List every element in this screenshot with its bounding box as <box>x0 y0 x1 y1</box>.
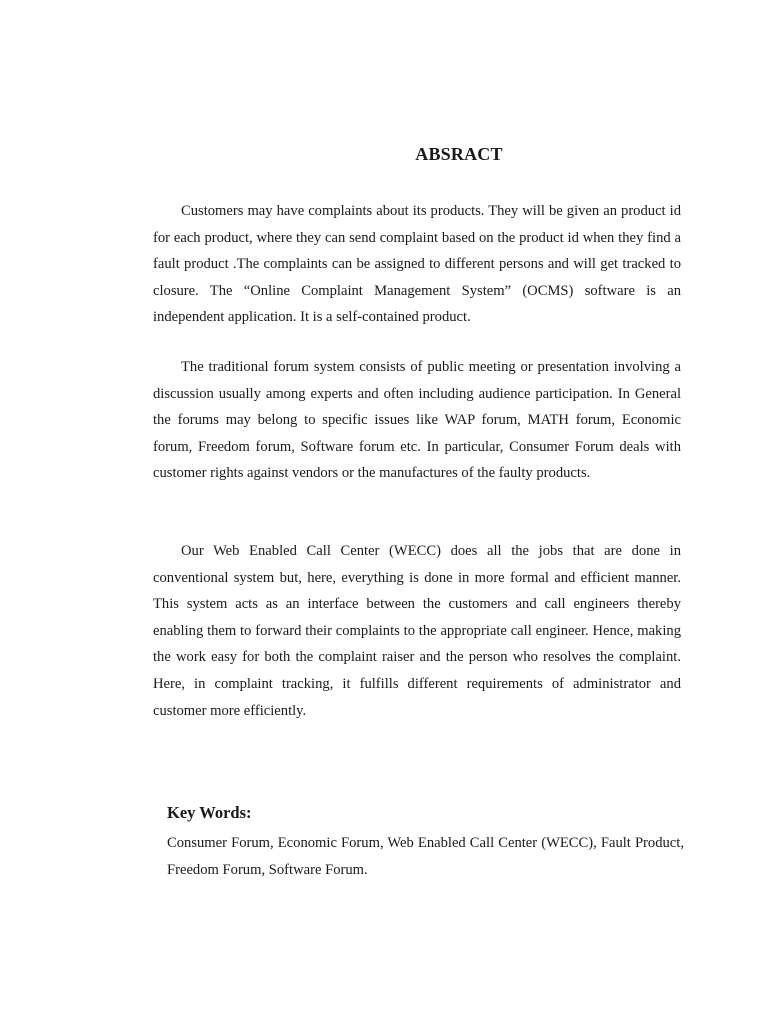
abstract-title: ABSRACT <box>415 144 503 164</box>
abstract-paragraph-2: The traditional forum system consists of public meeting or presentation involving a discussion usually among experts and often including audience participation. In General the forums may belong to specific issues like WAP forum, MATH forum, Economic forum, Freedom forum, Software forum etc. In particular, Consumer Forum deals with customer rights against vendors or the manufactures of the faulty products. <box>153 359 681 482</box>
keywords-list: Consumer Forum, Economic Forum, Web Enabled Call Center (WECC), Fault Product, Freedom Forum, Software Forum. <box>167 835 684 878</box>
abstract-paragraph-3: Our Web Enabled Call Center (WECC) does all the jobs that are done in conventional system but, here, everything is done in more formal and efficient manner. This system acts as an interface between the customers and call engineers thereby enabling them to forward their complaints to the appropriate call engineer. Hence, making the work easy for both the complaint raiser and the person who resolves the complaint. Here, in complaint tracking, it fulfills different requirements of administrator and customer more efficiently. <box>153 543 681 719</box>
keywords-heading: Key Words: <box>167 803 252 822</box>
abstract-paragraph-1: Customers may have complaints about its products. They will be given an product id for each product, where they can send complaint based on the product id when they find a fault product .The complaints can be assigned to different persons and will get tracked to closure. The “Online Complaint Management System” (OCMS) software is an independent application. It is a self-contained product. <box>153 203 681 326</box>
